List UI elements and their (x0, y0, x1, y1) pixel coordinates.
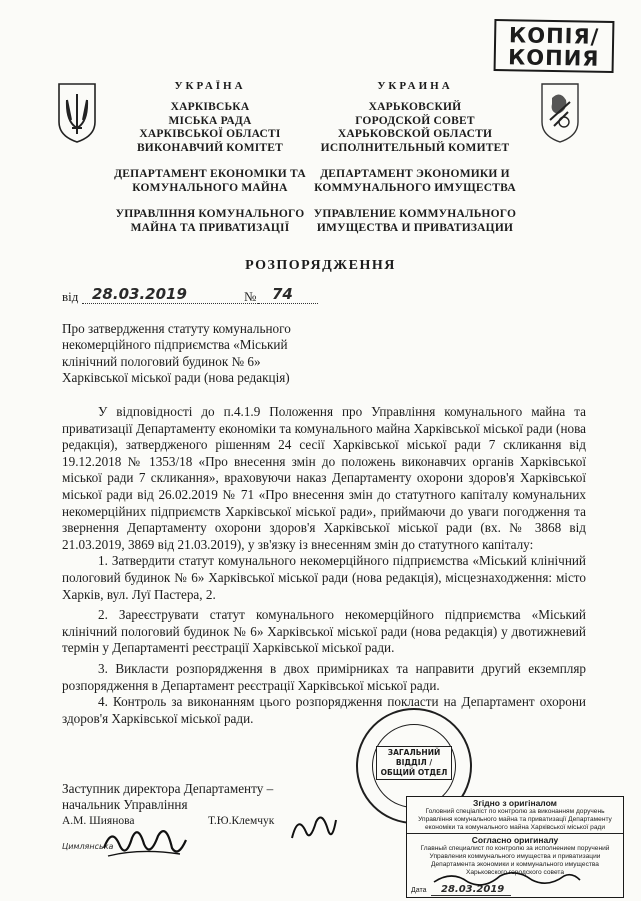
signature-left (100, 818, 190, 864)
document-body (62, 404, 586, 727)
paragraph-1: 1. Затвердити статут комунального некомерційного підприємства «Міський клінічний пологовий будинок № 6» Харківської міської ради (нова редакція), місцезнаходження: місто Харків, вул. Луї Пастера, 2. (62, 553, 586, 602)
left-org-line: ХАРКІВСЬКОЇ ОБЛАСТІ (139, 128, 281, 140)
paragraph-3: 3. Викласти розпорядження в двох примірниках та направити другий екземпляр розпорядження в Департамент реєстрації Харківської міської ради. (62, 660, 586, 693)
number-value: 74 (272, 285, 293, 303)
paragraph-4: 4. Контроль за виконанням цього розпорядження покласти на Департамент охорони здоров'я Харківської міської ради. (62, 694, 586, 726)
cert-date-underline (431, 895, 511, 896)
round-stamp-line: ВІДДІЛ / (395, 758, 433, 767)
paragraph-2: 2. Зареєструвати статут комунального некомерційного підприємства «Міський клінічний пологовий будинок № 6» Харківської міської ради (нова редакція) у двотижневий термін у Департаменті реєстрації Харківської міської ради. (62, 607, 586, 656)
cert-text-ua: Головний спеціаліст по контролю за виконанням доручень Управління комунального майна та приватизації Департаменту економіки та комунального майна Харківської міської ради (418, 808, 612, 831)
right-org-line: ИСПОЛНИТЕЛЬНЫЙ КОМИТЕТ (320, 141, 510, 154)
left-country: УКРАЇНА (174, 80, 246, 92)
cert-text-ru: Главный специалист по контролю за исполнением поручений Управления коммунального имущества и приватизации Департамента экономики и коммунального имущества Харьковского городского совета (420, 845, 610, 876)
subject-line: Харківської міської ради (нова редакція) (62, 370, 290, 386)
copy-stamp-line1: КОПІЯ/ (508, 23, 600, 49)
intro-paragraph: У відповідності до п.4.1.9 Положення про Управління комунального майна та приватизації Департаменту економіки та комунального майна Харківської міської ради (нова редакція), затвердженого рішенням 24 сесії Харківської міської ради 7 скликання від 19.12.2018 № 1353/18 «Про внесення змін до положень виконавчих органів Харківської міської ради 7 скликання», враховуючи наказ Департаменту охорони здоров'я Харківської міської ради від 26.02.2019 № 71 «Про внесення змін до статутного капіталу комунальних некомерційних підприємств Харківської міської ради», приймаючи до уваги погодження та звернення Департаменту охорони здоров'я Харківської міської ради (вх. № 3868 від 21.03.2019, 3869 від 21.03.2019), у зв'язку із внесенням змін до статутного капіталу: (62, 404, 586, 552)
trident-emblem (55, 82, 99, 144)
right-header (310, 80, 520, 235)
left-org-line: МІСЬКА РАДА (168, 114, 252, 127)
right-department (310, 168, 520, 195)
signer-name-right: Т.Ю.Клемчук (208, 815, 275, 827)
left-department-line: КОМУНАЛЬНОГО МАЙНА (132, 181, 288, 194)
right-directorate (310, 208, 520, 235)
right-org-name (310, 101, 520, 155)
round-stamp-label (376, 746, 452, 780)
left-org-line: ВИКОНАВЧИЙ КОМІТЕТ (136, 141, 284, 154)
cert-title-ua: Згідно з оригіналом (473, 798, 557, 808)
date-number-line (62, 285, 362, 305)
right-org-line: ХАРЬКОВСКОЙ ОБЛАСТИ (337, 128, 493, 140)
cert-title-ru: Согласно оригиналу (471, 835, 559, 845)
date-label: від (62, 289, 79, 304)
number-label: № (244, 289, 257, 304)
left-department-line: ДЕПАРТАМЕНТ ЕКОНОМІКИ ТА (114, 168, 306, 180)
right-directorate-line: ИМУЩЕСТВА И ПРИВАТИЗАЦИИ (316, 221, 514, 234)
copy-stamp (494, 19, 615, 73)
left-header (110, 80, 310, 235)
cert-date-label: Дата (411, 887, 427, 894)
signer-title-line1: Заступник директора Департаменту – (62, 781, 274, 796)
right-org-line: ГОРОДСКОЙ СОВЕТ (355, 114, 475, 127)
city-emblem (538, 82, 582, 144)
left-org-line: ХАРКІВСЬКА (170, 101, 250, 113)
left-directorate-line: МАЙНА ТА ПРИВАТИЗАЦІЇ (130, 221, 290, 234)
number-underline (258, 303, 318, 304)
left-org-name (110, 101, 310, 155)
date-underline (82, 303, 262, 304)
right-directorate-line: УПРАВЛЕНИЕ КОММУНАЛЬНОГО (313, 208, 517, 220)
round-stamp-line: ЗАГАЛЬНИЙ (387, 748, 441, 757)
signature-block (62, 781, 322, 813)
subject-line: клінічний пологовий будинок № 6» (62, 353, 261, 369)
signer-name-left: А.М. Шиянова (62, 815, 135, 827)
right-country: УКРАИНА (377, 80, 453, 92)
handwritten-note: Цимлянська (62, 842, 114, 851)
certifier-signature (432, 868, 582, 890)
left-directorate-line: УПРАВЛІННЯ КОМУНАЛЬНОГО (115, 208, 305, 220)
right-department-line: КОММУНАЛЬНОГО ИМУЩЕСТВА (314, 181, 516, 194)
signature-right (288, 808, 338, 848)
right-department-line: ДЕПАРТАМЕНТ ЭКОНОМИКИ И (320, 168, 510, 180)
subject-line: некомерційного підприємства «Міський (62, 337, 288, 353)
right-org-line: ХАРЬКОВСКИЙ (368, 101, 462, 113)
subject-line: Про затвердження статуту комунального (62, 321, 291, 336)
subject (62, 321, 322, 387)
date-value: 28.03.2019 (92, 285, 187, 303)
left-directorate (110, 208, 310, 235)
round-stamp-line: ОБЩИЙ ОТДЕЛ (380, 768, 448, 777)
left-department (110, 168, 310, 195)
cert-divider (407, 833, 623, 834)
document-type: РОЗПОРЯДЖЕННЯ (245, 258, 396, 273)
cert-date-value: 28.03.2019 (441, 884, 505, 895)
signer-title-line2: начальник Управління (62, 797, 188, 812)
copy-stamp-line2: КОПИЯ (507, 45, 600, 71)
